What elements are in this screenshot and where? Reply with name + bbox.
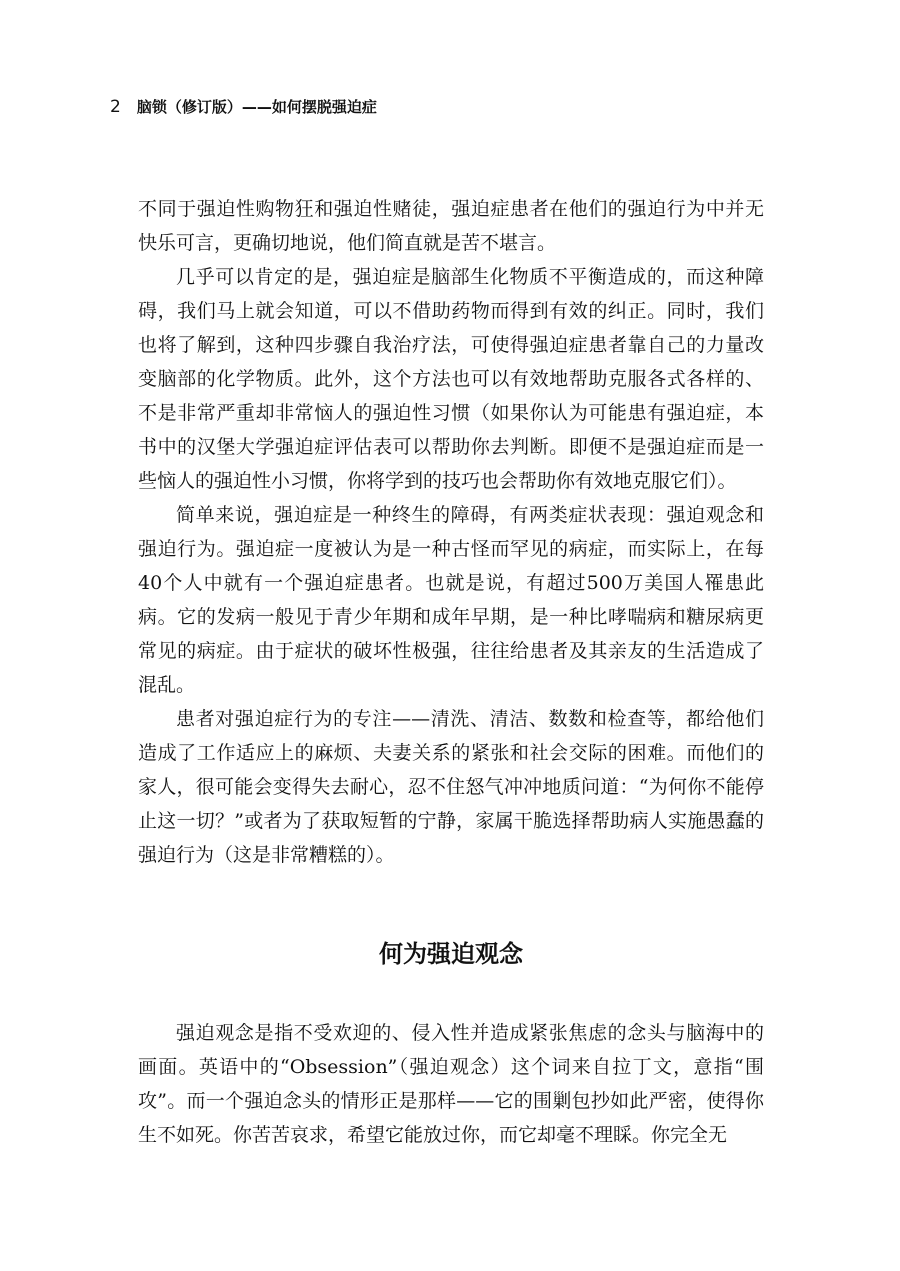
paragraph: 简单来说，强迫症是一种终生的障碍，有两类症状表现：强迫观念和强迫行为。强迫症一度被认为是一种古怪而罕见的病症，而实际上，在每40个人中就有一个强迫症患者。也就是说，有超过500万美国人罹患此病。它的发病一般见于青少年期和成年早期，是一种比哮喘病和糖尿病更常见的病症。由于症状的破坏性极强，往往给患者及其亲友的生活造成了混乱。 <box>138 504 764 696</box>
page-number: 2 <box>110 97 121 117</box>
body-text <box>138 192 764 872</box>
paragraph: 几乎可以肯定的是，强迫症是脑部生化物质不平衡造成的，而这种障碍，我们马上就会知道，可以不借助药物而得到有效的纠正。同时，我们也将了解到，这种四步骤自我治疗法，可使得强迫症患者靠自己的力量改变脑部的化学物质。此外，这个方法也可以有效地帮助克服各式各样的、不是非常严重却非常恼人的强迫性习惯（如果你认为可能患有强迫症，本书中的汉堡大学强迫症评估表可以帮助你去判断。即便不是强迫症而是一些恼人的强迫性小习惯，你将学到的技巧也会帮助你有效地克服它们）。 <box>138 266 764 492</box>
section-heading: 何为强迫观念 <box>379 940 523 968</box>
section-body-text <box>138 1016 764 1152</box>
running-title: 脑锁（修订版）——如何摆脱强迫症 <box>136 98 377 116</box>
paragraph: 不同于强迫性购物狂和强迫性赌徒，强迫症患者在他们的强迫行为中并无快乐可言，更确切地说，他们简直就是苦不堪言。 <box>138 198 764 254</box>
paragraph: 强迫观念是指不受欢迎的、侵入性并造成紧张焦虑的念头与脑海中的画面。英语中的“Obsession”（强迫观念）这个词来自拉丁文，意指“围攻”。而一个强迫念头的情形正是那样——它的围剿包抄如此严密，使得你生不如死。你苦苦哀求，希望它能放过你，而它却毫不理睬。你完全无 <box>138 1022 764 1146</box>
paragraph: 患者对强迫症行为的专注——清洗、清洁、数数和检查等，都给他们造成了工作适应上的麻烦、夫妻关系的紧张和社会交际的困难。而他们的家人，很可能会变得失去耐心，忍不住怒气冲冲地质问道：“为何你不能停止这一切？”或者为了获取短暂的宁静，家属干脆选择帮助病人实施愚蠢的强迫行为（这是非常糟糕的）。 <box>138 708 764 866</box>
running-header <box>110 96 790 122</box>
